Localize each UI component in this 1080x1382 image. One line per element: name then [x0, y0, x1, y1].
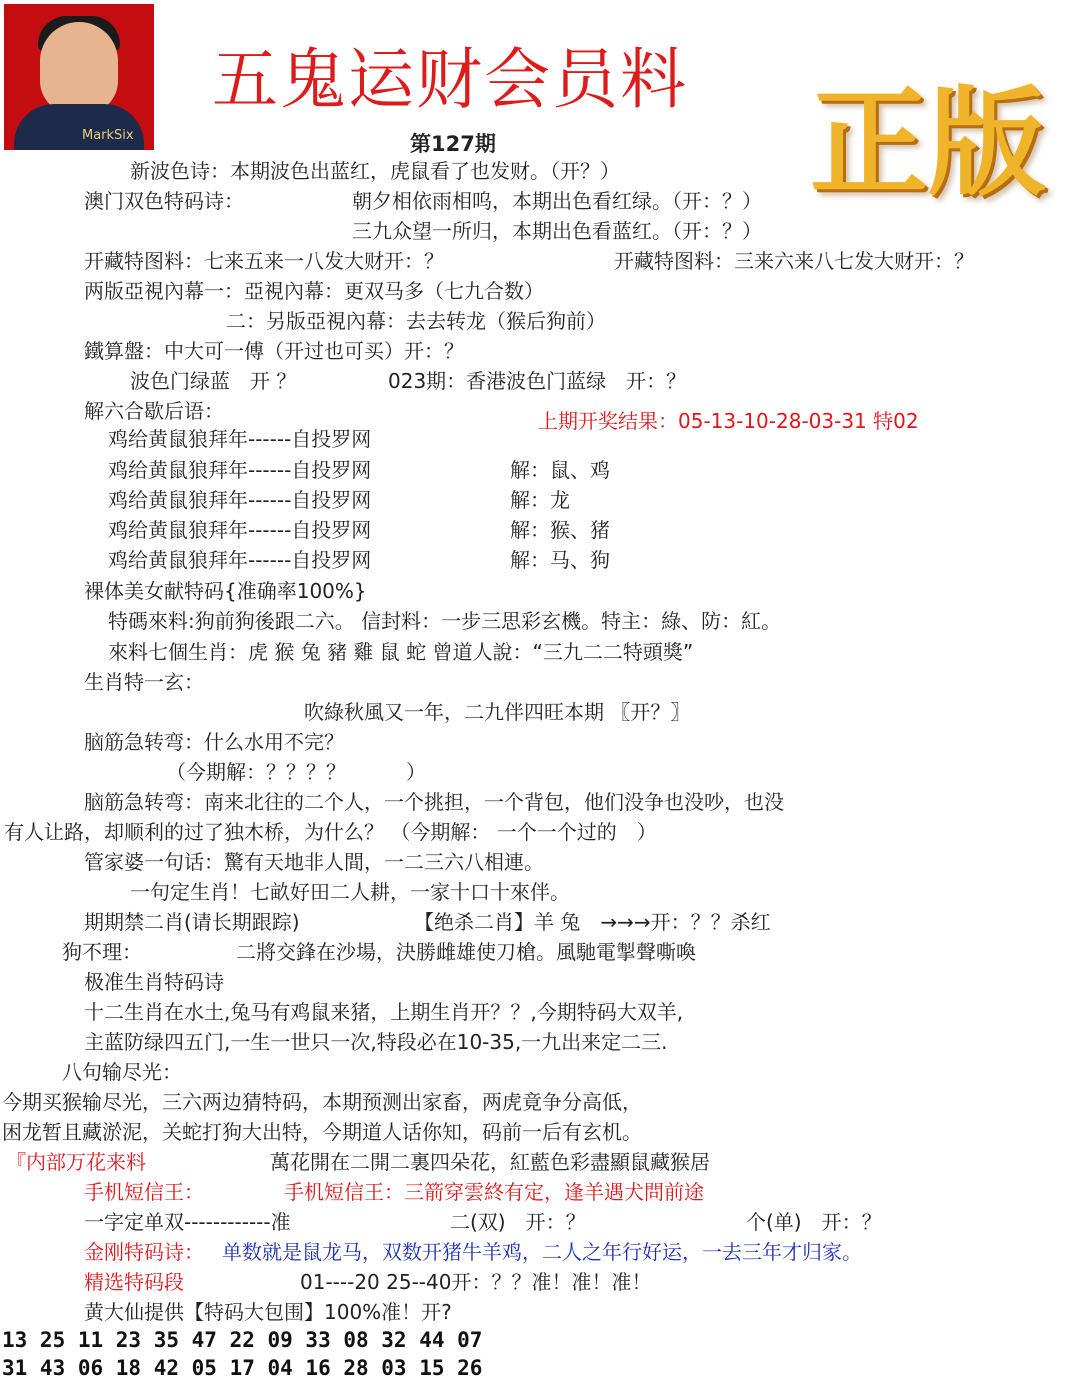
- brain-teaser-2: 脑筋急转弯：南来北往的二个人，一个挑担，一个背包，他们没争也没吵，也没: [84, 790, 784, 814]
- brain-teaser-1-answer: （今期解：？？？？ ）: [166, 760, 426, 784]
- wong-tai-sin-line: 黄大仙提供【特码大包围】100%准！开?: [84, 1300, 452, 1324]
- riddle-heading: 解六合歇后语：: [84, 399, 224, 423]
- inside-flower-label: 『内部万花来料: [6, 1150, 146, 1174]
- riddle-line-4: 鸡给黄鼠狼拜年------自投罗网: [108, 518, 372, 542]
- wave-door-right: 023期：香港波色门蓝绿 开：？: [388, 369, 687, 393]
- issue-number: 第127期: [410, 132, 496, 156]
- diamond-poem: 单数就是鼠龙马，双数开猪牛羊鸡，二人之年行好运，一去三年才归家。: [222, 1240, 862, 1264]
- macau-poem-line2: 三九众望一所归，本期出色看蓝红。（开：？）: [352, 219, 762, 243]
- portrait-face: [40, 22, 118, 114]
- special-code-source: 特碼來料:狗前狗後跟二六。 信封料：一步三思彩玄機。特主：綠、防：紅。: [108, 609, 782, 633]
- hidden-chart-left: 开藏特图料：七来五来一八发大财开：？: [84, 249, 444, 273]
- kill-two-zodiac: 【绝杀二肖】羊 兔 →→→开：？？杀红: [414, 910, 771, 934]
- one-sentence-zodiac: 一句定生肖！七畝好田二人耕，一家十口十來伴。: [130, 880, 570, 904]
- brain-teaser-1: 脑筋急转弯：什么水用不完？: [84, 730, 344, 754]
- sms-king-label: 手机短信王：: [84, 1180, 204, 1204]
- riddle-line-1: 鸡给黄鼠狼拜年------自投罗网: [108, 427, 372, 451]
- ban-two-zodiac: 期期禁二肖(请长期跟踪): [84, 910, 300, 934]
- authentic-stamp: 正版: [810, 73, 1047, 212]
- macau-poem-line1: 朝夕相依雨相呜，本期出色看红绿。（开：？）: [352, 189, 762, 213]
- diamond-poem-label: 金刚特码诗：: [84, 1240, 204, 1264]
- portrait-body: [14, 104, 144, 150]
- number-list-1: 13 25 11 23 35 47 22 09 33 08 32 44 07: [2, 1328, 483, 1352]
- riddle-answer-3: 解：龙: [510, 488, 570, 512]
- abacus-line: 鐵算盤：中大可一傅（开过也可买）开：？: [84, 339, 464, 363]
- accurate-poem-heading: 极准生肖特码诗: [84, 970, 224, 994]
- selected-range-values: 01----20 25--40开：？？准！准！准！: [300, 1270, 652, 1294]
- special-code-heading: 裸体美女献特码{准确率100%}: [84, 579, 367, 603]
- eight-lines-heading: 八句输尽光：: [62, 1060, 182, 1084]
- zodiac-mystery-heading: 生肖特一玄：: [84, 670, 204, 694]
- eight-lines-1: 今期买猴输尽光，三六两边猜特码，本期预测出家畜，两虎竟争分高低，: [2, 1090, 642, 1114]
- atv-inside-2: 二：另版亞視內幕：去去转龙（猴后狗前）: [226, 309, 606, 333]
- last-draw-result: 上期开奖结果：05-13-10-28-03-31 特02: [538, 409, 919, 433]
- brain-teaser-2-cont: 有人让路，却顺利的过了独木桥，为什么？ （今期解： 一个一个过的 ）: [4, 820, 657, 844]
- sms-king-poem: 手机短信王：三箭穿雲終有定，逢羊遇犬問前途: [284, 1180, 704, 1204]
- riddle-answer-2: 解：鼠、鸡: [510, 458, 610, 482]
- hidden-chart-right: 开藏特图料：三来六来八七发大财开：？: [614, 249, 974, 273]
- odd-open: 个(单) 开：？: [746, 1210, 882, 1234]
- even-open: 二(双) 开：？: [450, 1210, 586, 1234]
- macau-poem-label: 澳门双色特码诗：: [84, 189, 244, 213]
- riddle-answer-5: 解：马、狗: [510, 548, 610, 572]
- wave-door-left: 波色门绿蓝 开 ？: [130, 369, 297, 393]
- zodiac-mystery-line: 吹綠秋風又一年，二九伴四旺本期 〖开？〗: [304, 700, 691, 724]
- riddle-line-2: 鸡给黄鼠狼拜年------自投罗网: [108, 458, 372, 482]
- page-title: 五鬼运财会员料: [212, 41, 688, 118]
- dog-ignore-label: 狗不理：: [62, 940, 142, 964]
- portrait-photo: [4, 4, 154, 150]
- accurate-poem-line1: 十二生肖在水土,兔马有鸡鼠来猪，上期生肖开？？,今期特码大双羊,: [84, 1000, 684, 1024]
- eight-lines-2: 困龙暂且藏淤泥，关蛇打狗大出特，今期道人话你知，码前一后有玄机。: [2, 1120, 642, 1144]
- atv-inside-1: 两版亞視內幕一：亞視內幕：更双马多（七九合数）: [84, 279, 544, 303]
- wave-color-poem: 新波色诗：本期波色出蓝红，虎鼠看了也发财。（开？）: [130, 159, 620, 183]
- riddle-line-3: 鸡给黄鼠狼拜年------自投罗网: [108, 488, 372, 512]
- seven-zodiac-line: 來料七個生肖：虎 猴 兔 豬 雞 鼠 蛇 曾道人說：“三九二二特頭獎”: [108, 640, 694, 664]
- inside-flower-poem: 萬花開在二開二裏四朵花，紅藍色彩盡顯鼠藏猴居: [270, 1150, 710, 1174]
- riddle-answer-4: 解：猴、猪: [510, 518, 610, 542]
- riddle-line-5: 鸡给黄鼠狼拜年------自投罗网: [108, 548, 372, 572]
- photo-watermark: MarkSix: [82, 128, 134, 143]
- accurate-poem-line2: 主蓝防绿四五门,一生一世只一次,特段必在10-35,一九出来定二三.: [84, 1030, 668, 1054]
- housekeeper-line: 管家婆一句话：驚有天地非人間，一二三六八相連。: [84, 850, 544, 874]
- number-list-2: 31 43 06 18 42 05 17 04 16 28 03 15 26: [2, 1356, 483, 1380]
- dog-ignore-poem: 二將交鋒在沙場，決勝雌雄使刀槍。風馳電掣聲嘶喚: [236, 940, 696, 964]
- odd-even-line: 一字定单双------------准: [84, 1210, 291, 1234]
- selected-range-label: 精选特码段: [84, 1270, 184, 1294]
